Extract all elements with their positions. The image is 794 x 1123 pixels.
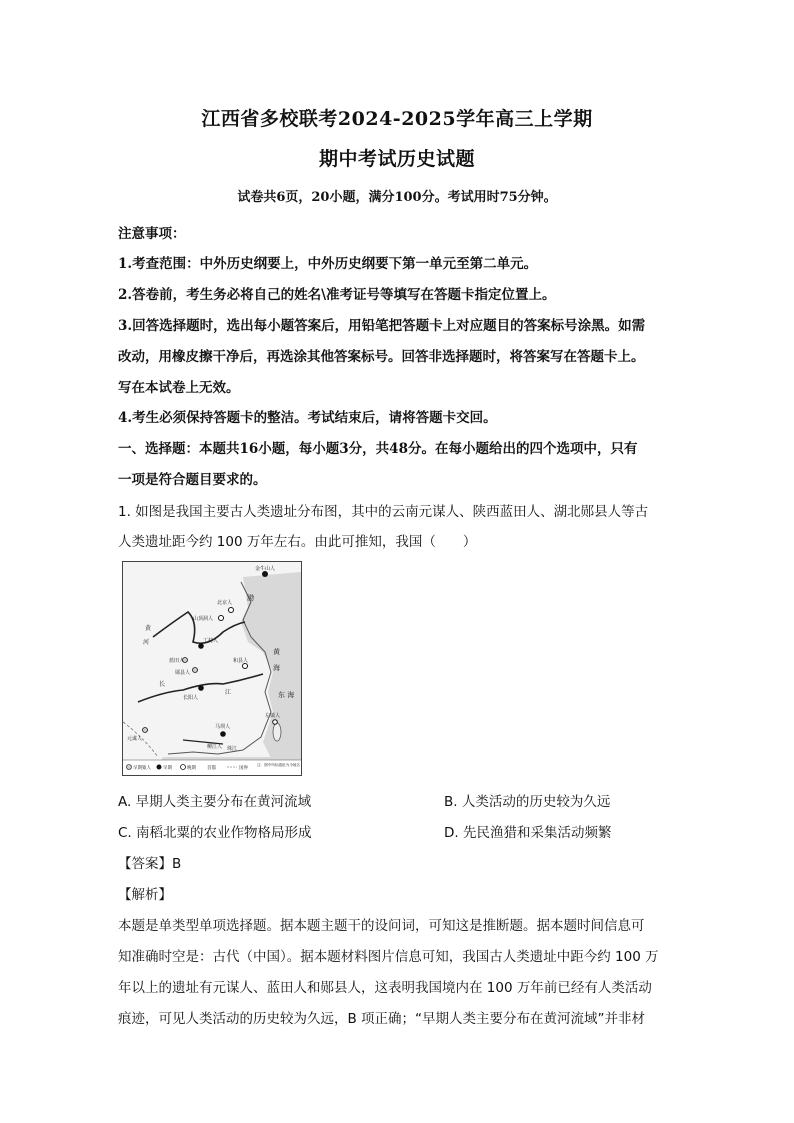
label-liujiang: 柳江人 bbox=[207, 744, 223, 750]
site-hexian bbox=[243, 664, 248, 669]
exam-title-line2: 期中考试历史试题 bbox=[318, 148, 475, 170]
site-yunxian bbox=[193, 668, 198, 673]
notice-item-4: 4.考生必须保持答题卡的整洁。考试结束后，请将答题卡交回。 bbox=[118, 410, 497, 426]
answer-line: 【答案】B bbox=[118, 856, 182, 872]
legend-early-label: 早期猿人 bbox=[133, 766, 151, 771]
analysis-heading: 【解析】 bbox=[118, 887, 172, 903]
label-river-chang: 长 bbox=[159, 681, 166, 688]
legend-late-label: 晚期 bbox=[187, 766, 196, 771]
option-c: C. 南稻北粟的农业作物格局形成 bbox=[118, 825, 312, 841]
analysis-line-3: 年以上的遗址有元谋人、蓝田人和郧县人，这表明我国境内在 100 万年前已经有人类活动 bbox=[118, 980, 652, 996]
analysis-line-2: 知准确时空是：古代（中国）。据本题材料图片信息可知，我国古人类遗址中距今约 100 万 bbox=[118, 949, 659, 965]
exam-subtitle: 试卷共6页，20小题，满分100分。考试用时75分钟。 bbox=[237, 190, 557, 205]
label-donghai: 东 海 bbox=[278, 691, 295, 699]
label-beijing: 北京人 bbox=[217, 600, 233, 606]
label-changyang: 长阳人 bbox=[183, 695, 199, 701]
legend-note: 注：图中所标遗址为今地名 bbox=[257, 763, 301, 767]
legend-capital-label: 首都 bbox=[207, 766, 216, 771]
label-shandingdong: 山顶洞人 bbox=[193, 616, 214, 622]
label-hexian: 和县人 bbox=[233, 658, 249, 664]
label-bohai: 渤 bbox=[247, 594, 254, 602]
legend-late-icon bbox=[181, 765, 186, 770]
label-river-zhu: 珠江 bbox=[227, 746, 238, 752]
site-beijing bbox=[229, 608, 234, 613]
option-d: D. 先民渔猎和采集活动频繁 bbox=[444, 825, 612, 841]
analysis-line-4: 痕迹，可见人类活动的历史较为久远，B 项正确；“早期人类主要分布在黄河流域”并非材 bbox=[118, 1011, 646, 1027]
question-1-stem: 1. 如图是我国主要古人类遗址分布图，其中的云南元谋人、陕西蓝田人、湖北郧县人等古 bbox=[118, 504, 649, 520]
label-lantian: 蓝田人 bbox=[169, 658, 185, 664]
question-1-stem-cont: 人类遗址距今约 100 万年左右。由此可推知，我国（ ） bbox=[118, 534, 477, 550]
option-a: A. 早期人类主要分布在黄河流域 bbox=[118, 794, 312, 810]
site-yuanmou bbox=[143, 728, 148, 733]
site-changyang bbox=[198, 685, 204, 691]
notice-item-3: 3.回答选择题时，选出每小题答案后，用铅笔把答题卡上对应题目的答案标号涂黑。如需 bbox=[118, 318, 646, 334]
label-mabaren: 马坝人 bbox=[215, 724, 231, 730]
legend-border-label: 国界 bbox=[239, 766, 248, 771]
exam-title-line1: 江西省多校联考2024-2025学年高三上学期 bbox=[201, 108, 593, 130]
taiwan-island bbox=[273, 723, 281, 741]
site-zuozhen bbox=[273, 720, 278, 725]
section-heading-cont: 一项是符合题目要求的。 bbox=[118, 472, 267, 488]
label-yunxian: 郧县人 bbox=[175, 670, 191, 676]
section-heading: 一、选择题：本题共16小题，每小题3分，共48分。在每小题给出的四个选项中，只有 bbox=[118, 441, 638, 457]
option-b: B. 人类活动的历史较为久远 bbox=[444, 794, 611, 810]
label-river-huang: 黄 bbox=[145, 625, 152, 632]
site-dingcun bbox=[198, 643, 204, 649]
notice-item-1: 1.考查范围：中外历史纲要上，中外历史纲要下第一单元至第二单元。 bbox=[118, 256, 538, 272]
analysis-line-1: 本题是单类型单项选择题。据本题主题干的设问词，可知这是推断题。据本题时间信息可 bbox=[118, 918, 645, 934]
label-river-jiang: 江 bbox=[225, 689, 232, 696]
notice-item-2: 2.答卷前，考生务必将自己的姓名\准考证号等填写在答题卡指定位置上。 bbox=[118, 287, 556, 303]
label-huanghai-2: 海 bbox=[273, 664, 280, 672]
label-huanghai: 黄 bbox=[273, 648, 280, 656]
label-jinniushan: 金牛山人 bbox=[255, 566, 276, 572]
label-river-he: 河 bbox=[143, 639, 150, 646]
legend-dot-label: 早期 bbox=[163, 766, 172, 771]
site-shandingdong bbox=[219, 616, 224, 621]
notice-heading: 注意事项： bbox=[118, 226, 186, 242]
notice-item-3-cont2: 写在本试卷上无效。 bbox=[118, 380, 240, 396]
notice-item-3-cont: 改动，用橡皮擦干净后，再选涂其他答案标号。回答非选择题时，将答案写在答题卡上。 bbox=[118, 349, 645, 365]
label-yuanmou: 元谋人 bbox=[127, 736, 143, 742]
site-mabaren bbox=[220, 731, 226, 737]
label-dingcun: 丁村人 bbox=[203, 638, 219, 644]
legend-early-icon bbox=[127, 765, 132, 770]
ancient-sites-map bbox=[122, 561, 302, 776]
label-zuozhen: 左镇人 bbox=[265, 713, 281, 719]
legend-dot-icon bbox=[157, 765, 162, 770]
